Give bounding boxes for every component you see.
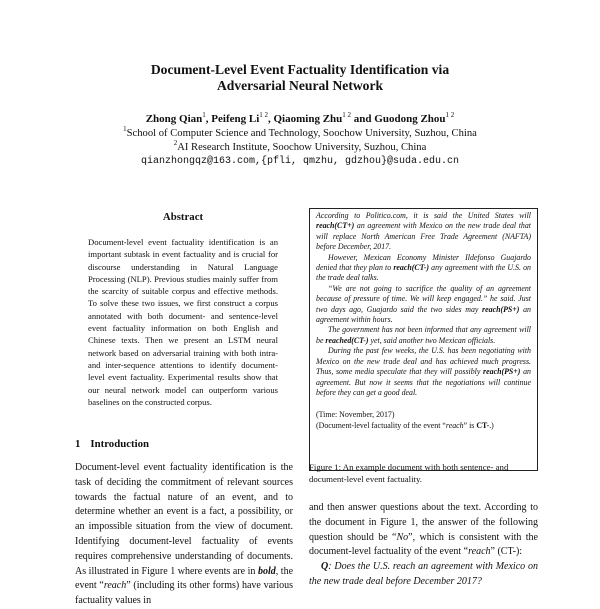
abstract-body: Document-level event factuality identification is an important subtask in event factuality and is crucial for discourse understanding in Natural Language Processing (NLP). Previous studies mainly suffer from the scarcity of suitable corpus and effective methods. To solve these two issues, we first construct a corpus annotated with both document- and sentence-level event factuality information on both English and Chinese texts. Then we present an LSTM neural network based on adversarial training with both intra- and inter-sequence attentions to identify document-level event factuality. Experimental results show that our neural network model can outperform various baselines on the constructed corpus. xyxy=(88,237,278,407)
event-word: reach xyxy=(103,580,127,592)
paper-title-line-1: Document-Level Event Factuality Identification via xyxy=(150,62,450,77)
author-affil-marker: 1 2 xyxy=(342,111,352,119)
figure-time-line: (Time: November, 2017) xyxy=(316,410,395,420)
figure-meta xyxy=(316,410,531,431)
emphasis-bold: bold xyxy=(257,565,276,577)
section-number: 1 xyxy=(75,438,81,450)
figure-1-example-document xyxy=(309,208,538,471)
figure-paragraph: However, Mexican Economy Minister Ildefonso Guajardo denied that they plan to reach(CT-) any agreement with the U.S. on the trade deal talks. xyxy=(316,252,531,283)
abstract-heading: Abstract xyxy=(162,211,204,223)
figure-document-factuality: (Document-level factuality of the event “reach” is CT-.) xyxy=(316,420,494,430)
paper-title xyxy=(0,62,600,94)
figure-paragraph: The government has not been informed that any agreement will be reached(CT-) yet, said another two Mexican officials. xyxy=(316,325,531,345)
figure-paragraph: According to Politico.com, it is said the United States will reach(CT+) an agreement with Mexico on the new trade deal that will replace North American Free Trade Agreement (NAFTA) before December, 2017. xyxy=(316,211,531,252)
author-affil-marker: 1 2 xyxy=(259,111,268,119)
section-title: Introduction xyxy=(90,438,150,450)
author-name: Qiaoming Zhu xyxy=(273,113,343,125)
author-affil-marker: 1 2 xyxy=(445,111,455,119)
author-emails: qianzhongqz@163.com,{pfli, qmzhu, gdzhou}@suda.edu.cn xyxy=(140,156,460,167)
figure-1-caption: Figure 1: An example document with both sentence- and document-level event factuality. xyxy=(309,462,509,484)
right-column-paragraph: and then answer questions about the text. According to the document in Figure 1, the answer of the following question should be “No”, which is consistent with the document-level factuality of the event “reach” (CT-): Q: Does the U.S. reach an agreement with Mexico on the new trade deal before December 2017? xyxy=(309,501,538,590)
figure-paragraph: “We are not going to sacrifice the quality of an agreement because of pressure of time. We will keep engaged.” he said. Just two days ago, Guajardo said the two sides may reach(PS+) an agreement within hours. xyxy=(316,283,531,325)
affiliation-2: $^2$AI Research Institute, Soochow University, Suzhou, China xyxy=(173,139,427,153)
example-question: Q: Does the U.S. reach an agreement with Mexico on the new trade deal before December 2017? xyxy=(309,561,538,587)
author-name: Peifeng Li xyxy=(211,113,260,125)
section-heading-introduction xyxy=(75,438,149,450)
paper-title-line-2: Adversarial Neural Network xyxy=(216,78,384,93)
author-list: Zhong Qian$^1$, Peifeng $Li^{1 2}$, Qiaoming Zhu$^{1 2}$ and Guodong Zhou$^{1 2}$ xyxy=(145,111,455,125)
introduction-paragraph: Document-level event factuality identification is the task of deciding the commitment of relevant sources towards the factual nature of an event, and to determine whether an event is a fact, a possibility, or an impossible situation from the view of document. Identifying document-level factuality of events requires comprehensive understanding of documents. As illustrated in Figure 1 where events are in bold, the event “reach” (including its other forms) have various factuality values in xyxy=(75,462,294,607)
figure-paragraph: During the past few weeks, the U.S. has been negotiating with Mexico on the new trade deal and has achieved much progress. Thus, some media speculate that they will possibly reach(PS+) an agreement. But now it seems that the negotiations will continue before they can get a good deal. xyxy=(316,346,531,397)
author-name: Zhong Qian xyxy=(145,113,203,125)
author-affil-marker: 1 xyxy=(202,111,206,119)
author-name: Guodong Zhou xyxy=(374,113,446,125)
affiliation-1: $^1$School of Computer Science and Technology, Soochow University, Suzhou, China xyxy=(123,125,477,139)
